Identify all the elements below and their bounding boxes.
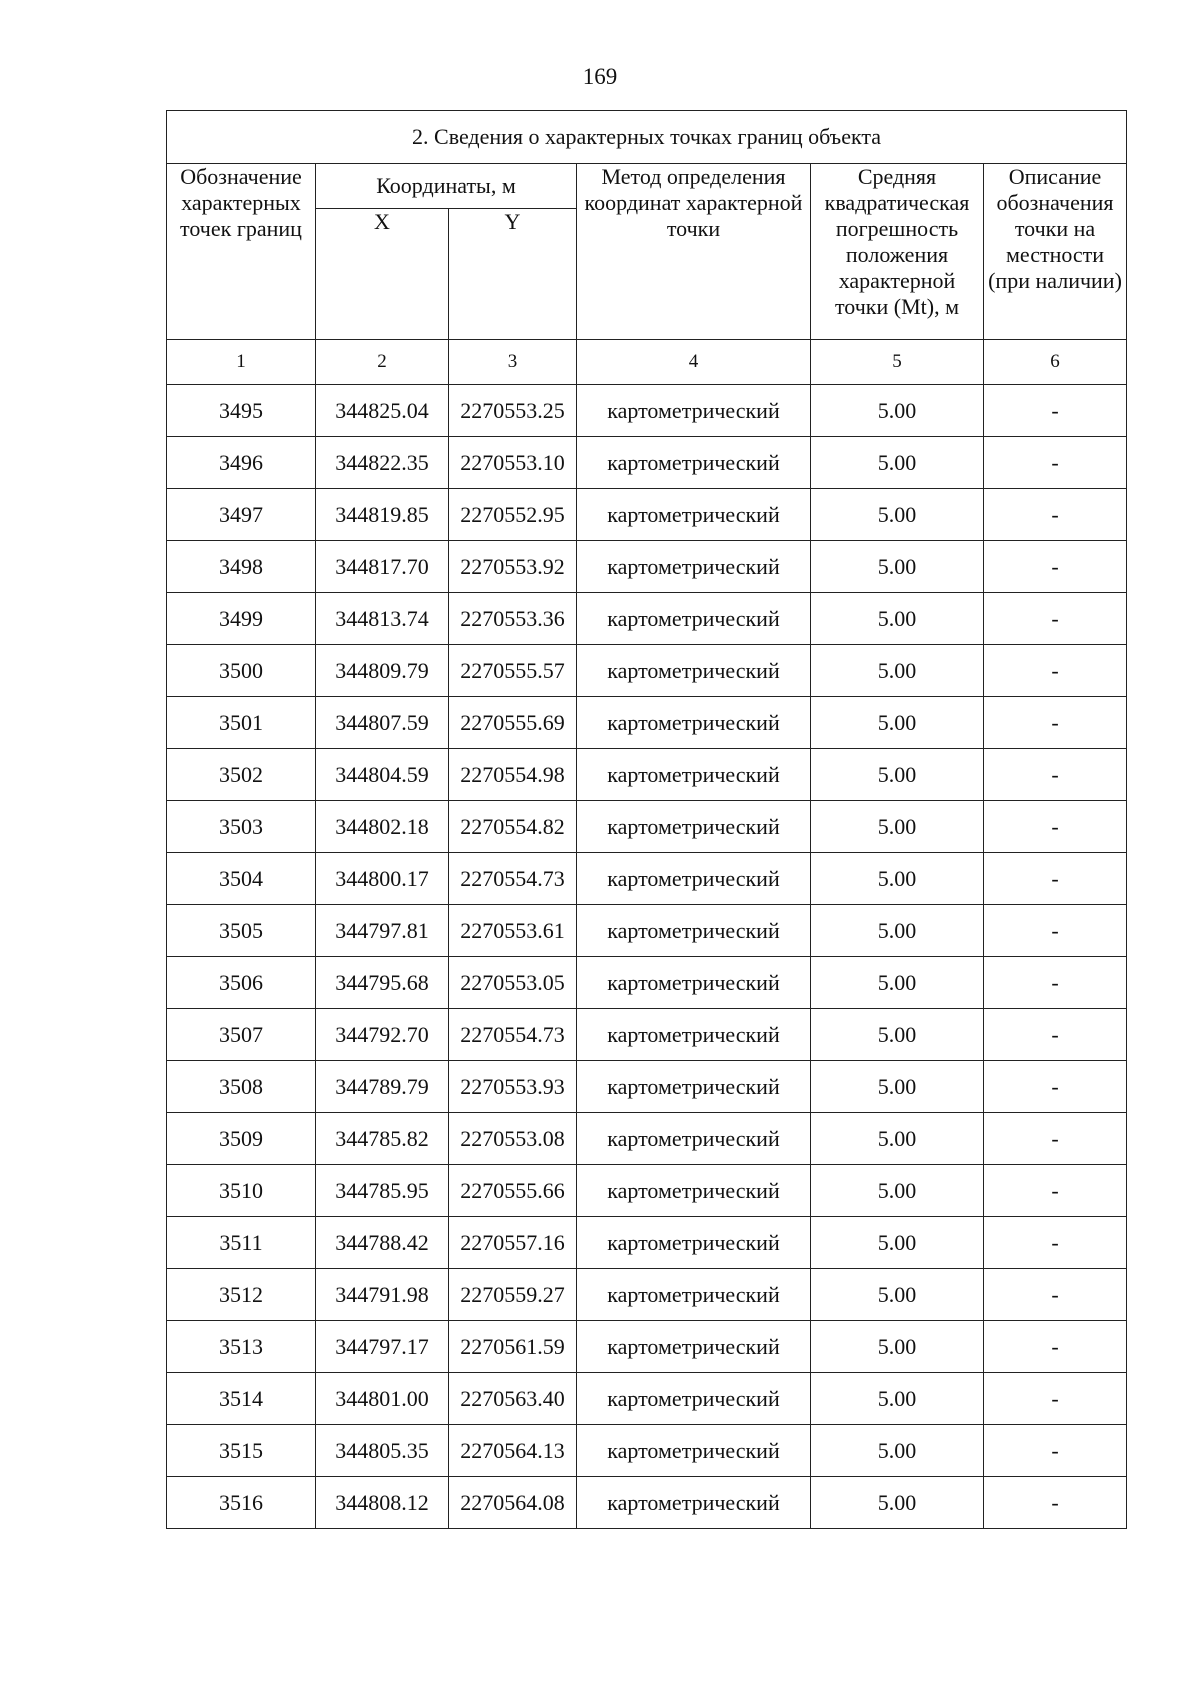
x-coordinate-cell: 344807.59	[316, 697, 449, 749]
table-row	[167, 853, 1127, 905]
method-cell: картометрический	[577, 957, 811, 1009]
header-error: Средняя квадратическая погрешность положения характерной точки (Mt), м	[811, 164, 984, 340]
description-cell: -	[984, 437, 1127, 489]
header-method: Метод определения координат характерной точки	[577, 164, 811, 340]
table-row	[167, 1217, 1127, 1269]
description-cell: -	[984, 853, 1127, 905]
column-number: 4	[577, 340, 811, 385]
point-id-cell: 3506	[167, 957, 316, 1009]
x-coordinate-cell: 344791.98	[316, 1269, 449, 1321]
table-row	[167, 645, 1127, 697]
error-cell: 5.00	[811, 437, 984, 489]
point-id-cell: 3512	[167, 1269, 316, 1321]
point-id-cell: 3513	[167, 1321, 316, 1373]
x-coordinate-cell: 344801.00	[316, 1373, 449, 1425]
point-id-cell: 3503	[167, 801, 316, 853]
y-coordinate-cell: 2270553.25	[449, 385, 577, 437]
table-row	[167, 489, 1127, 541]
x-coordinate-cell: 344809.79	[316, 645, 449, 697]
method-cell: картометрический	[577, 1477, 811, 1529]
error-cell: 5.00	[811, 1477, 984, 1529]
description-cell: -	[984, 905, 1127, 957]
description-cell: -	[984, 801, 1127, 853]
section-title-row	[167, 111, 1127, 164]
method-cell: картометрический	[577, 1009, 811, 1061]
x-coordinate-cell: 344813.74	[316, 593, 449, 645]
error-cell: 5.00	[811, 853, 984, 905]
x-coordinate-cell: 344795.68	[316, 957, 449, 1009]
method-cell: картометрический	[577, 1269, 811, 1321]
error-cell: 5.00	[811, 905, 984, 957]
error-cell: 5.00	[811, 385, 984, 437]
method-cell: картометрический	[577, 1321, 811, 1373]
table-row	[167, 1321, 1127, 1373]
column-number-row	[167, 340, 1127, 385]
point-id-cell: 3500	[167, 645, 316, 697]
point-id-cell: 3516	[167, 1477, 316, 1529]
section-title: 2. Сведения о характерных точках границ объекта	[167, 111, 1127, 164]
y-coordinate-cell: 2270554.82	[449, 801, 577, 853]
table-row	[167, 957, 1127, 1009]
error-cell: 5.00	[811, 801, 984, 853]
error-cell: 5.00	[811, 593, 984, 645]
description-cell: -	[984, 749, 1127, 801]
point-id-cell: 3510	[167, 1165, 316, 1217]
y-coordinate-cell: 2270555.57	[449, 645, 577, 697]
description-cell: -	[984, 541, 1127, 593]
header-row	[167, 164, 1127, 209]
y-coordinate-cell: 2270554.73	[449, 853, 577, 905]
boundary-points-table	[166, 110, 1127, 1529]
method-cell: картометрический	[577, 853, 811, 905]
error-cell: 5.00	[811, 1061, 984, 1113]
table-row	[167, 1269, 1127, 1321]
point-id-cell: 3497	[167, 489, 316, 541]
error-cell: 5.00	[811, 957, 984, 1009]
y-coordinate-cell: 2270554.98	[449, 749, 577, 801]
method-cell: картометрический	[577, 593, 811, 645]
table-row	[167, 1009, 1127, 1061]
table-row	[167, 749, 1127, 801]
x-coordinate-cell: 344800.17	[316, 853, 449, 905]
y-coordinate-cell: 2270552.95	[449, 489, 577, 541]
point-id-cell: 3504	[167, 853, 316, 905]
y-coordinate-cell: 2270553.10	[449, 437, 577, 489]
description-cell: -	[984, 1113, 1127, 1165]
method-cell: картометрический	[577, 1425, 811, 1477]
method-cell: картометрический	[577, 1165, 811, 1217]
page-number: 169	[582, 64, 618, 89]
point-id-cell: 3511	[167, 1217, 316, 1269]
error-cell: 5.00	[811, 1113, 984, 1165]
method-cell: картометрический	[577, 1373, 811, 1425]
description-cell: -	[984, 1009, 1127, 1061]
description-cell: -	[984, 1061, 1127, 1113]
point-id-cell: 3505	[167, 905, 316, 957]
method-cell: картометрический	[577, 697, 811, 749]
y-coordinate-cell: 2270553.36	[449, 593, 577, 645]
x-coordinate-cell: 344785.95	[316, 1165, 449, 1217]
description-cell: -	[984, 1373, 1127, 1425]
table-row	[167, 905, 1127, 957]
error-cell: 5.00	[811, 489, 984, 541]
table-row	[167, 437, 1127, 489]
description-cell: -	[984, 1217, 1127, 1269]
x-coordinate-cell: 344789.79	[316, 1061, 449, 1113]
y-coordinate-cell: 2270553.92	[449, 541, 577, 593]
x-coordinate-cell: 344819.85	[316, 489, 449, 541]
point-id-cell: 3509	[167, 1113, 316, 1165]
table-row	[167, 697, 1127, 749]
table-row	[167, 593, 1127, 645]
table-row	[167, 1061, 1127, 1113]
point-id-cell: 3507	[167, 1009, 316, 1061]
x-coordinate-cell: 344817.70	[316, 541, 449, 593]
y-coordinate-cell: 2270564.13	[449, 1425, 577, 1477]
error-cell: 5.00	[811, 1373, 984, 1425]
x-coordinate-cell: 344804.59	[316, 749, 449, 801]
description-cell: -	[984, 593, 1127, 645]
error-cell: 5.00	[811, 697, 984, 749]
method-cell: картометрический	[577, 1061, 811, 1113]
x-coordinate-cell: 344802.18	[316, 801, 449, 853]
error-cell: 5.00	[811, 645, 984, 697]
method-cell: картометрический	[577, 1217, 811, 1269]
error-cell: 5.00	[811, 1425, 984, 1477]
x-coordinate-cell: 344792.70	[316, 1009, 449, 1061]
table-row	[167, 1373, 1127, 1425]
method-cell: картометрический	[577, 1113, 811, 1165]
description-cell: -	[984, 489, 1127, 541]
error-cell: 5.00	[811, 1165, 984, 1217]
method-cell: картометрический	[577, 541, 811, 593]
description-cell: -	[984, 957, 1127, 1009]
header-description: Описание обозначения точки на местности (при наличии)	[984, 164, 1127, 340]
description-cell: -	[984, 1477, 1127, 1529]
header-y: Y	[449, 209, 577, 340]
y-coordinate-cell: 2270564.08	[449, 1477, 577, 1529]
description-cell: -	[984, 1425, 1127, 1477]
y-coordinate-cell: 2270559.27	[449, 1269, 577, 1321]
method-cell: картометрический	[577, 489, 811, 541]
y-coordinate-cell: 2270563.40	[449, 1373, 577, 1425]
point-id-cell: 3499	[167, 593, 316, 645]
point-id-cell: 3502	[167, 749, 316, 801]
header-designation: Обозначение характерных точек границ	[167, 164, 316, 340]
x-coordinate-cell: 344785.82	[316, 1113, 449, 1165]
error-cell: 5.00	[811, 1321, 984, 1373]
point-id-cell: 3495	[167, 385, 316, 437]
y-coordinate-cell: 2270553.93	[449, 1061, 577, 1113]
point-id-cell: 3498	[167, 541, 316, 593]
y-coordinate-cell: 2270557.16	[449, 1217, 577, 1269]
method-cell: картометрический	[577, 385, 811, 437]
header-x: X	[316, 209, 449, 340]
error-cell: 5.00	[811, 1217, 984, 1269]
y-coordinate-cell: 2270553.08	[449, 1113, 577, 1165]
x-coordinate-cell: 344797.17	[316, 1321, 449, 1373]
description-cell: -	[984, 697, 1127, 749]
method-cell: картометрический	[577, 437, 811, 489]
error-cell: 5.00	[811, 541, 984, 593]
y-coordinate-cell: 2270561.59	[449, 1321, 577, 1373]
error-cell: 5.00	[811, 1009, 984, 1061]
header-coordinates: Координаты, м	[316, 164, 577, 209]
method-cell: картометрический	[577, 749, 811, 801]
description-cell: -	[984, 385, 1127, 437]
x-coordinate-cell: 344805.35	[316, 1425, 449, 1477]
error-cell: 5.00	[811, 749, 984, 801]
column-number: 2	[316, 340, 449, 385]
point-id-cell: 3514	[167, 1373, 316, 1425]
x-coordinate-cell: 344822.35	[316, 437, 449, 489]
y-coordinate-cell: 2270555.66	[449, 1165, 577, 1217]
table-row	[167, 801, 1127, 853]
description-cell: -	[984, 1321, 1127, 1373]
description-cell: -	[984, 1165, 1127, 1217]
description-cell: -	[984, 1269, 1127, 1321]
description-cell: -	[984, 645, 1127, 697]
column-number: 1	[167, 340, 316, 385]
point-id-cell: 3508	[167, 1061, 316, 1113]
point-id-cell: 3496	[167, 437, 316, 489]
error-cell: 5.00	[811, 1269, 984, 1321]
method-cell: картометрический	[577, 905, 811, 957]
table-row	[167, 1477, 1127, 1529]
x-coordinate-cell: 344797.81	[316, 905, 449, 957]
x-coordinate-cell: 344808.12	[316, 1477, 449, 1529]
point-id-cell: 3515	[167, 1425, 316, 1477]
column-number: 5	[811, 340, 984, 385]
table-body	[167, 385, 1127, 1529]
table-row	[167, 1165, 1127, 1217]
y-coordinate-cell: 2270553.61	[449, 905, 577, 957]
x-coordinate-cell: 344825.04	[316, 385, 449, 437]
table-row	[167, 1425, 1127, 1477]
y-coordinate-cell: 2270555.69	[449, 697, 577, 749]
table-row	[167, 541, 1127, 593]
table-row	[167, 385, 1127, 437]
method-cell: картометрический	[577, 645, 811, 697]
column-number: 3	[449, 340, 577, 385]
column-number: 6	[984, 340, 1127, 385]
table-row	[167, 1113, 1127, 1165]
x-coordinate-cell: 344788.42	[316, 1217, 449, 1269]
point-id-cell: 3501	[167, 697, 316, 749]
y-coordinate-cell: 2270553.05	[449, 957, 577, 1009]
y-coordinate-cell: 2270554.73	[449, 1009, 577, 1061]
method-cell: картометрический	[577, 801, 811, 853]
